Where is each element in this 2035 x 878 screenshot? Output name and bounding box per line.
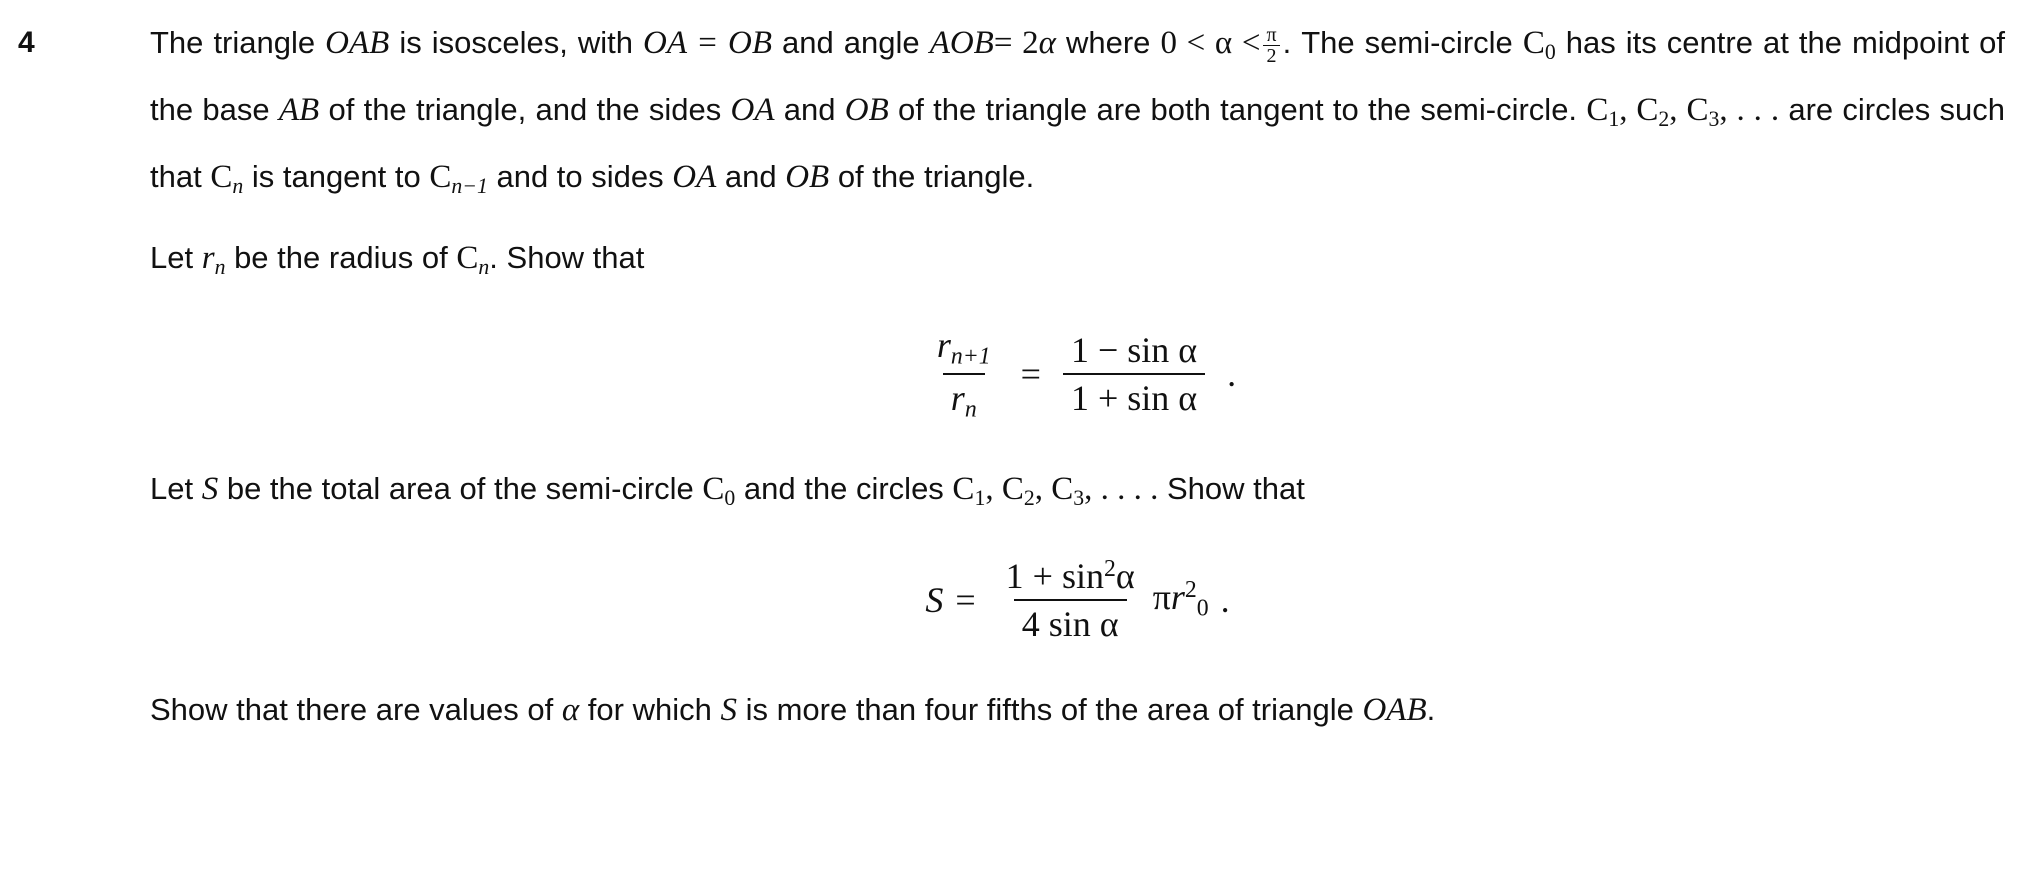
p1-text-5: . The semi-circle bbox=[1282, 25, 1523, 60]
spacer-3 bbox=[150, 426, 2005, 460]
eq2-denominator: 4 sin α bbox=[1014, 599, 1127, 647]
p1-fraction-denominator: 2 bbox=[1263, 45, 1279, 66]
p1-math-cn-1 bbox=[429, 159, 488, 199]
p1-math-oa-eq-ob: OA = OB bbox=[643, 25, 773, 61]
eq1-rhs-denominator: 1 + sin α bbox=[1063, 373, 1205, 421]
p1-math-cn bbox=[210, 159, 244, 199]
equation-1-line bbox=[919, 322, 1236, 425]
question-paragraph-1 bbox=[150, 14, 2005, 215]
p2-math-rn bbox=[201, 240, 226, 280]
p3-math-c1-base: C bbox=[952, 470, 975, 507]
p1-math-alpha-range: 0 < α < bbox=[1160, 25, 1261, 61]
p2-text-3: . Show that bbox=[489, 240, 645, 276]
eq2-num-base: 1 + sin bbox=[1005, 555, 1104, 596]
p4-text-4: . bbox=[1426, 691, 1436, 727]
p2-math-cn-base: C bbox=[456, 240, 479, 277]
p1-math-cn-1-sub: n−1 bbox=[451, 174, 488, 199]
p2-math-cn-sub: n bbox=[478, 255, 490, 280]
eq1-lhs-fraction bbox=[929, 322, 999, 425]
question-number: 4 bbox=[18, 26, 35, 59]
p1-math-ob-2: OB bbox=[785, 159, 830, 196]
eq2-tail-term bbox=[1153, 576, 1209, 623]
p4-text-2: for which bbox=[579, 691, 721, 727]
eq2-lhs: S bbox=[925, 579, 944, 620]
eq2-period: . bbox=[1220, 579, 1230, 620]
p3-math-c2-sub: 2 bbox=[1023, 485, 1035, 510]
eq2-pi: π bbox=[1152, 577, 1171, 618]
p2-text-2: be the radius of bbox=[225, 240, 457, 276]
eq2-fraction bbox=[998, 553, 1143, 647]
p1-math-oa-2: OA bbox=[672, 159, 717, 196]
p3-math-c2-base: , C bbox=[985, 470, 1024, 507]
eq2-num-sup: 2 bbox=[1103, 555, 1116, 582]
eq2-num-tail: α bbox=[1115, 555, 1135, 596]
eq1-lhs-den-sub: n bbox=[964, 396, 977, 423]
eq2-r: r bbox=[1170, 577, 1185, 618]
p1-math-alpha: α bbox=[1038, 25, 1056, 61]
p3-math-c3-base: , C bbox=[1034, 470, 1074, 507]
p2-math-rn-sub: n bbox=[214, 255, 226, 280]
eq1-rhs-numerator: 1 − sin α bbox=[1070, 330, 1198, 371]
eq1-lhs-num-sub: n+1 bbox=[950, 344, 991, 371]
question-block bbox=[0, 14, 2035, 739]
p1-math-c0 bbox=[1522, 25, 1556, 65]
p1-math-c1-sub: 1 bbox=[1608, 107, 1620, 132]
eq2-equals: = bbox=[955, 579, 976, 620]
p3-math-circle-list bbox=[952, 470, 1159, 510]
question-paragraph-4 bbox=[150, 681, 2005, 739]
p3-math-c1-sub: 1 bbox=[974, 485, 986, 510]
question-paragraph-2 bbox=[150, 229, 2005, 296]
p3-math-c0 bbox=[702, 470, 736, 510]
p1-text-7: of the triangle, and the sides bbox=[319, 92, 731, 128]
p1-text-11: is tangent to bbox=[243, 159, 430, 195]
p1-fraction-pi-over-2 bbox=[1263, 25, 1279, 67]
eq2-r-sup: 2 bbox=[1184, 577, 1197, 604]
p3-text-2: be the total area of the semi-circle bbox=[218, 470, 703, 506]
eq1-lhs-denominator bbox=[943, 373, 985, 426]
p4-math-oab: OAB bbox=[1362, 691, 1427, 728]
spacer-5 bbox=[150, 647, 2005, 681]
p1-text-9: of the triangle are both tangent to the semi-circle. bbox=[888, 92, 1587, 128]
p3-math-ellipsis: , . . . . bbox=[1084, 470, 1159, 507]
p4-text-1: Show that there are values of bbox=[150, 691, 562, 727]
p1-text-3: and angle bbox=[772, 25, 930, 60]
p2-text-1: Let bbox=[150, 240, 202, 276]
spacer-1 bbox=[150, 215, 2005, 229]
p3-text-1: Let bbox=[150, 470, 202, 506]
p1-text-6: has its centre at the midpoint of the base bbox=[150, 25, 2006, 128]
eq1-lhs-den-base: r bbox=[950, 378, 965, 419]
p1-text-8: and bbox=[774, 92, 845, 128]
p1-math-aob: AOB bbox=[929, 25, 994, 61]
display-equation-2 bbox=[150, 553, 2005, 647]
p1-math-c0-base: C bbox=[1522, 25, 1545, 61]
p1-math-c2-base: , C bbox=[1619, 92, 1659, 129]
p3-math-c3-sub: 3 bbox=[1073, 485, 1085, 510]
p1-math-cn-sub: n bbox=[232, 174, 244, 199]
p1-fraction-numerator: π bbox=[1266, 23, 1277, 46]
p3-math-c0-base: C bbox=[702, 470, 725, 507]
p1-math-cn-base: C bbox=[210, 159, 233, 196]
p3-text-4: Show that bbox=[1158, 470, 1305, 506]
p4-math-s: S bbox=[720, 691, 737, 728]
p1-text-1: The triangle bbox=[150, 25, 326, 60]
p1-text-4: where bbox=[1055, 25, 1161, 60]
p1-text-12: and to sides bbox=[487, 159, 673, 195]
eq1-lhs-numerator bbox=[929, 322, 999, 373]
eq2-numerator bbox=[998, 553, 1143, 599]
p1-math-c3-sub: 3 bbox=[1708, 107, 1720, 132]
eq1-equals: = bbox=[1020, 354, 1041, 395]
p2-math-rn-base: r bbox=[201, 240, 215, 277]
p1-math-oa: OA bbox=[730, 92, 775, 129]
spacer-4 bbox=[150, 527, 2005, 553]
p1-math-c1-base: C bbox=[1586, 92, 1609, 129]
p4-text-3: is more than four fifths of the area of triangle bbox=[736, 691, 1363, 727]
eq1-period: . bbox=[1227, 354, 1237, 395]
p1-math-oab: OAB bbox=[325, 25, 390, 61]
p1-text-14: of the triangle. bbox=[829, 159, 1035, 195]
p3-math-c0-sub: 0 bbox=[724, 485, 736, 510]
equation-2-line bbox=[925, 553, 1229, 647]
p2-math-cn bbox=[456, 240, 490, 280]
p1-text-10: are circles such that bbox=[150, 92, 2006, 195]
p1-math-c2-sub: 2 bbox=[1658, 107, 1670, 132]
eq1-rhs-fraction bbox=[1063, 327, 1205, 421]
p1-text-2: is isosceles, with bbox=[389, 25, 644, 60]
p1-math-ellipsis: , . . . bbox=[1719, 92, 1780, 129]
p3-text-3: and the circles bbox=[735, 470, 953, 506]
p1-math-eq-2: = 2 bbox=[993, 25, 1039, 61]
p1-math-cn-1-base: C bbox=[429, 159, 452, 196]
p3-math-s: S bbox=[201, 470, 219, 507]
eq1-lhs-num-base: r bbox=[936, 325, 951, 366]
display-equation-1 bbox=[150, 322, 2005, 425]
p1-math-ab: AB bbox=[278, 92, 320, 129]
p1-math-c0-sub: 0 bbox=[1544, 40, 1556, 65]
spacer-2 bbox=[150, 296, 2005, 322]
p1-math-c3-base: , C bbox=[1669, 92, 1709, 129]
p1-text-13: and bbox=[716, 159, 786, 195]
eq2-r-sub: 0 bbox=[1196, 596, 1209, 623]
p1-math-ob: OB bbox=[844, 92, 889, 129]
question-body bbox=[150, 14, 2025, 739]
p4-math-alpha: α bbox=[561, 691, 580, 728]
p1-math-circle-list bbox=[1586, 92, 1780, 132]
question-paragraph-3 bbox=[150, 460, 2005, 527]
